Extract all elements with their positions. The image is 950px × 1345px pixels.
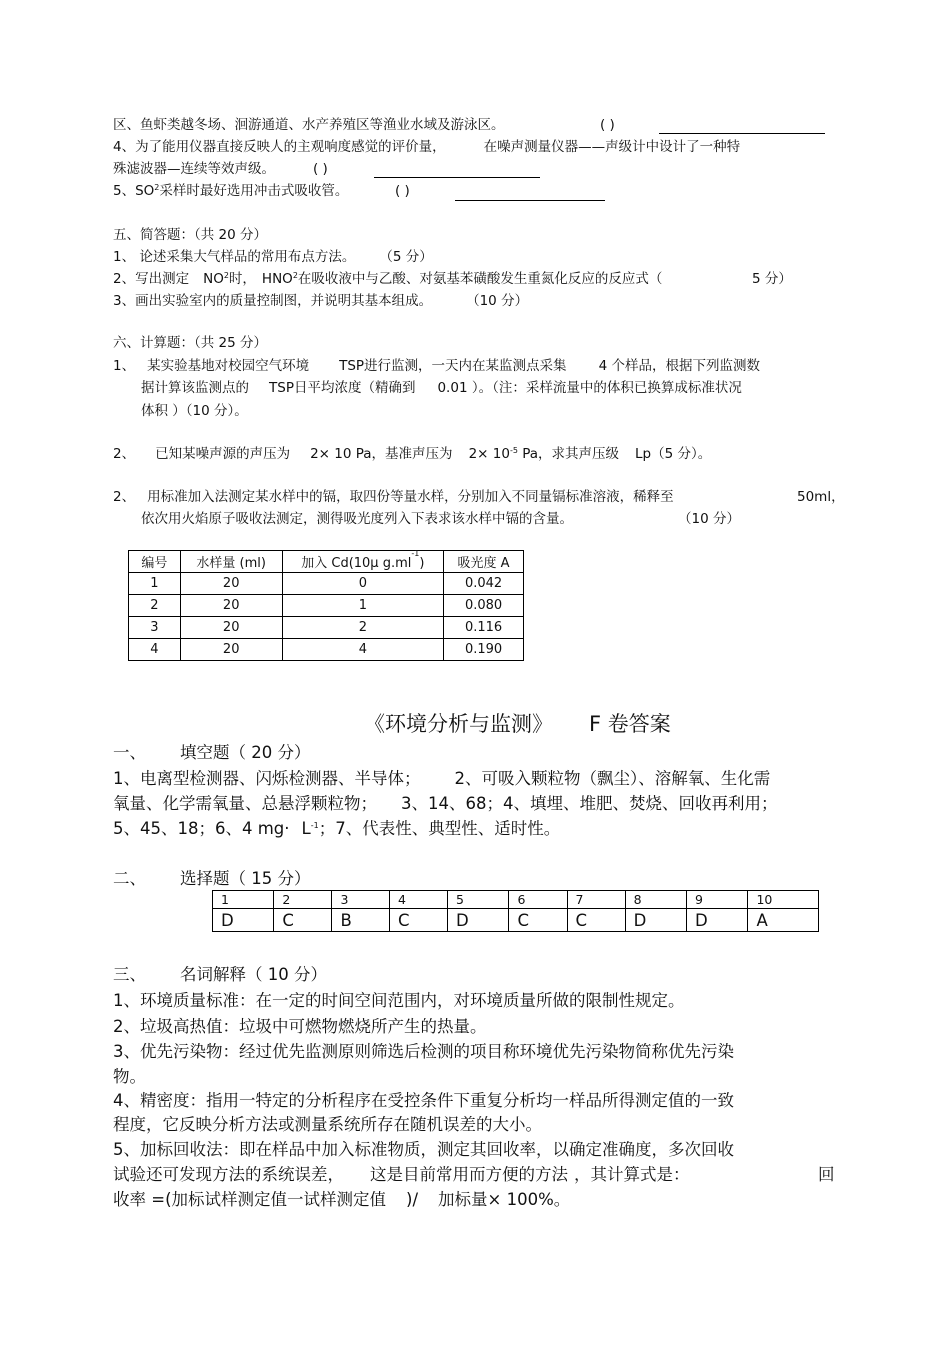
answer-paren: ( ) <box>600 117 615 133</box>
choice-number-row <box>213 891 819 909</box>
choice-number: 8 <box>625 891 686 909</box>
table-row <box>129 573 524 595</box>
table-cell: 2 <box>282 617 444 639</box>
choice-answer: D <box>687 909 748 932</box>
table-cell: 0.042 <box>444 573 524 595</box>
judge-q5: 5、$SO^2$采样时最好选用冲击式吸收管。 <box>113 183 349 199</box>
table-row <box>129 595 524 617</box>
short-answer-q2: 2、写出测定 $NO^2$时， HNO$^2$在吸收液中与乙酸、对氨基苯磺酸发生重氮化反应的反应式（ <box>113 271 663 287</box>
definition-4-line2: 程度，它反映分析方法或测量系统所存在随机误差的大小。 <box>113 1115 542 1134</box>
choice-number: 5 <box>448 891 509 909</box>
answers-section1-heading: 一、 填空题（ 20 分） <box>113 743 311 762</box>
table-cell: 3 <box>129 617 181 639</box>
definition-5-line2: 试验还可发现方法的系统误差， 这是目前常用而方便的方法 ，其计算式是： <box>113 1165 690 1184</box>
choice-number: 9 <box>687 891 748 909</box>
choice-answer: C <box>389 909 447 932</box>
calc-q2: 2、 已知某噪声源的声压为 2× 10 Pa，基准声压为 $2\times 10^{-5}$ Pa，求其声压级 Lp（5 分）。 <box>113 446 712 462</box>
calc-q1-line3: 体积 ）（10 分）。 <box>141 403 248 419</box>
answer-key-title: 《环境分析与监测》 F 卷答案 <box>364 712 671 736</box>
calc-q3-score: （10 分） <box>678 511 740 527</box>
choice-number: 3 <box>332 891 390 909</box>
table-cell: 0.190 <box>444 639 524 661</box>
judge-q3-tail: 区、鱼虾类越冬场、洄游通道、水产养殖区等渔业水域及游泳区。 <box>113 117 505 133</box>
table-row <box>129 617 524 639</box>
table-cell: 1 <box>282 595 444 617</box>
answer-blank <box>455 200 605 201</box>
choice-number: 6 <box>509 891 567 909</box>
answers-fill-line1: 1、电离型检测器、闪烁检测器、半导体； 2、可吸入颗粒物（飘尘）、溶解氧、生化需 <box>113 769 771 788</box>
table-row <box>129 639 524 661</box>
definition-1: 1、环境质量标准：在一定的时间空间范围内，对环境质量所做的限制性规定。 <box>113 991 685 1010</box>
table-cell: 20 <box>180 595 282 617</box>
definition-3-line2: 物。 <box>113 1067 146 1086</box>
calc-q3-line2: 依次用火焰原子吸收法测定，测得吸光度列入下表求该水样中镉的含量。 <box>141 511 573 527</box>
answer-blank <box>659 133 825 134</box>
table-cell: 0.080 <box>444 595 524 617</box>
choice-answer: A <box>748 909 819 932</box>
judge-q4-line1: 4、为了能用仪器直接反映人的主观响度感觉的评价量， 在噪声测量仪器——声级计中设计了一种特 <box>113 139 741 155</box>
calc-q3-volume: 50ml， <box>797 489 845 505</box>
short-answer-q1: 1、 论述采集大气样品的常用布点方法。 （5 分） <box>113 249 433 265</box>
calc-q1-line2: 据计算该监测点的 TSP日平均浓度（精确到 0.01 ）。（注：采样流量中的体积已换算成标准状况 <box>141 380 742 396</box>
choice-number: 1 <box>213 891 274 909</box>
table-header-cell: 加入 Cd(10μ $g.ml^{-1}$) <box>282 551 444 573</box>
table-cell: 0 <box>282 573 444 595</box>
choice-number: 10 <box>748 891 819 909</box>
definition-4-line1: 4、精密度：指用一特定的分析程序在受控条件下重复分析均一样品所得测定值的一致 <box>113 1091 734 1110</box>
answer-blank <box>374 177 540 178</box>
section-heading-short-answer: 五、简答题：（共 20 分） <box>113 227 268 243</box>
calc-q3-line1: 2、 用标准加入法测定某水样中的镉，取四份等量水样，分别加入不同量镉标准溶液，稀释至 <box>113 489 674 505</box>
cadmium-data-table <box>128 550 524 661</box>
definition-5-formula: 收率 =(加标试样测定值一试样测定值 )/ 加标量× 100%。 <box>113 1190 571 1209</box>
choice-answer: B <box>332 909 390 932</box>
choice-number: 2 <box>274 891 332 909</box>
answers-section2-heading: 二、 选择题（ 15 分） <box>113 869 311 888</box>
choice-answer: D <box>625 909 686 932</box>
table-header-row <box>129 551 524 573</box>
table-cell: 20 <box>180 639 282 661</box>
answers-fill-line3: 5、45、18；6、4 $mg\cdot L^{-1}$；7、代表性、典型性、适时性。 <box>113 819 561 838</box>
calc-q1-line1: 1、 某实验基地对校园空气环境 TSP进行监测，一天内在某监测点采集 4 个样品，根据下列监测数 <box>113 358 760 374</box>
choice-answer: C <box>274 909 332 932</box>
section-heading-calculation: 六、计算题：（共 25 分） <box>113 335 268 351</box>
table-header-cell: 编号 <box>129 551 181 573</box>
table-cell: 0.116 <box>444 617 524 639</box>
choice-number: 4 <box>389 891 447 909</box>
short-answer-q2-score: 5 分） <box>752 271 792 287</box>
definition-3-line1: 3、优先污染物：经过优先监测原则筛选后检测的项目称环境优先污染物简称优先污染 <box>113 1042 734 1061</box>
answer-paren: ( ) <box>395 183 410 199</box>
choice-answer: D <box>213 909 274 932</box>
choice-number: 7 <box>567 891 625 909</box>
answers-fill-line2: 氧量、化学需氧量、总悬浮颗粒物； 3、14、68；4、填埋、堆肥、焚烧、回收再利用； <box>113 794 778 813</box>
table-header-cell: 吸光度 A <box>444 551 524 573</box>
table-cell: 4 <box>129 639 181 661</box>
table-cell: 1 <box>129 573 181 595</box>
table-cell: 2 <box>129 595 181 617</box>
choice-answer: C <box>567 909 625 932</box>
table-header-cell: 水样量 (ml) <box>180 551 282 573</box>
choice-answer-row <box>213 909 819 932</box>
choice-answer: D <box>448 909 509 932</box>
short-answer-q3: 3、画出实验室内的质量控制图，并说明其基本组成。 （10 分） <box>113 293 529 309</box>
answer-paren: ( ) <box>313 161 328 177</box>
definition-5-wrap: 回 <box>818 1165 835 1184</box>
table-cell: 4 <box>282 639 444 661</box>
table-cell: 20 <box>180 617 282 639</box>
table-cell: 20 <box>180 573 282 595</box>
definition-5-line1: 5、加标回收法：即在样品中加入标准物质，测定其回收率，以确定准确度，多次回收 <box>113 1140 734 1159</box>
choice-answer: C <box>509 909 567 932</box>
judge-q4-line2: 殊滤波器—连续等效声级。 <box>113 161 275 177</box>
answers-section3-heading: 三、 名词解释（ 10 分） <box>113 965 327 984</box>
definition-2: 2、垃圾高热值：垃圾中可燃物燃烧所产生的热量。 <box>113 1017 487 1036</box>
choice-answer-table <box>212 890 819 932</box>
